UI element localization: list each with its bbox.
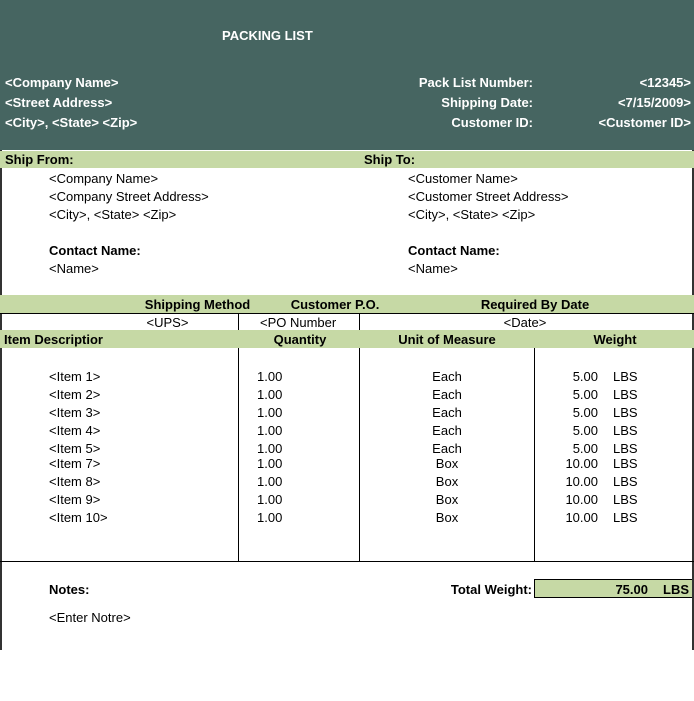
item-weight-unit: LBS <box>613 405 638 420</box>
item-weight: 10.00 <box>565 474 598 489</box>
shipping-date-value: <7/15/2009> <box>617 95 691 110</box>
ship-from-contact-value: <Name> <box>49 261 99 276</box>
item-weight: 5.00 <box>572 441 598 456</box>
item-weight-unit: LBS <box>613 456 638 471</box>
item-unit: Each <box>432 369 462 384</box>
item-quantity: 1.00 <box>257 492 283 507</box>
item-quantity: 1.00 <box>257 405 283 420</box>
item-description: <Item 4> <box>49 423 101 438</box>
items-divider-1 <box>238 348 239 561</box>
shipping-divider-1 <box>238 313 239 330</box>
item-description: <Item 2> <box>49 387 101 402</box>
customer-po-label: Customer P.O. <box>290 297 380 312</box>
shipping-divider-2 <box>359 313 360 330</box>
item-unit: Box <box>435 474 459 489</box>
item-quantity: 1.00 <box>257 441 283 456</box>
ship-from-company: <Company Name> <box>49 171 159 186</box>
col-unit-of-measure: Unit of Measure <box>398 332 496 347</box>
items-divider-3 <box>534 348 535 561</box>
item-description: <Item 8> <box>49 474 101 489</box>
required-by-date-label: Required By Date <box>480 297 590 312</box>
item-quantity: 1.00 <box>257 456 283 471</box>
item-weight-unit: LBS <box>613 492 638 507</box>
item-unit: Each <box>432 423 462 438</box>
col-weight: Weight <box>593 332 637 347</box>
pack-list-number-label: Pack List Number: <box>418 75 533 90</box>
col-quantity: Quantity <box>273 332 327 347</box>
item-weight-unit: LBS <box>613 474 638 489</box>
ship-to-label: Ship To: <box>364 152 416 167</box>
customer-po-value: <PO Number <box>260 315 337 330</box>
shipping-date-label: Shipping Date: <box>441 95 533 110</box>
item-weight: 5.00 <box>572 387 598 402</box>
item-quantity: 1.00 <box>257 387 283 402</box>
item-quantity: 1.00 <box>257 369 283 384</box>
item-unit: Box <box>435 510 459 525</box>
notes-value: <Enter Notre> <box>49 610 131 625</box>
item-unit: Each <box>432 405 462 420</box>
total-weight-unit: LBS <box>663 582 689 597</box>
city-state-zip: <City>, <State> <Zip> <box>5 115 138 130</box>
item-weight-unit: LBS <box>613 423 638 438</box>
items-divider-2 <box>359 348 360 561</box>
item-unit: Box <box>435 492 459 507</box>
shipping-method-label: Shipping Method <box>144 297 251 312</box>
ship-from-contact-label: Contact Name: <box>49 243 141 258</box>
item-weight: 10.00 <box>565 510 598 525</box>
item-weight: 5.00 <box>572 369 598 384</box>
items-bottom-line <box>0 561 694 562</box>
item-description: <Item 1> <box>49 369 101 384</box>
ship-to-contact-value: <Name> <box>408 261 458 276</box>
company-name: <Company Name> <box>5 75 119 90</box>
item-quantity: 1.00 <box>257 423 283 438</box>
total-weight-value: 75.00 <box>615 582 648 597</box>
item-weight-unit: LBS <box>613 369 638 384</box>
item-quantity: 1.00 <box>257 474 283 489</box>
notes-label: Notes: <box>49 582 90 597</box>
item-unit: Each <box>432 441 462 456</box>
item-weight: 5.00 <box>572 405 598 420</box>
item-weight: 10.00 <box>565 456 598 471</box>
item-quantity: 1.00 <box>257 510 283 525</box>
item-weight-unit: LBS <box>613 441 638 456</box>
item-weight: 10.00 <box>565 492 598 507</box>
item-weight: 5.00 <box>572 423 598 438</box>
item-unit: Box <box>435 456 459 471</box>
ship-from-street: <Company Street Address> <box>49 189 209 204</box>
street-address: <Street Address> <box>5 95 113 110</box>
ship-to-city: <City>, <State> <Zip> <box>408 207 536 222</box>
ship-band <box>0 151 694 168</box>
ship-to-company: <Customer Name> <box>408 171 518 186</box>
total-weight-label: Total Weight: <box>450 582 532 597</box>
item-description: <Item 5> <box>49 441 101 456</box>
ship-from-city: <City>, <State> <Zip> <box>49 207 177 222</box>
item-weight-unit: LBS <box>613 387 638 402</box>
item-unit: Each <box>432 387 462 402</box>
ship-from-label: Ship From: <box>5 152 74 167</box>
ship-to-street: <Customer Street Address> <box>408 189 569 204</box>
page-title: PACKING LIST <box>222 28 313 43</box>
item-weight-unit: LBS <box>613 510 638 525</box>
shipping-row-top-line <box>0 313 694 314</box>
ship-to-contact-label: Contact Name: <box>408 243 500 258</box>
shipping-method-value: <UPS> <box>146 315 189 330</box>
item-description: <Item 3> <box>49 405 101 420</box>
pack-list-number-value: <12345> <box>639 75 691 90</box>
col-item-description: Item Descriptior <box>4 332 103 347</box>
required-by-date-value: <Date> <box>503 315 547 330</box>
item-description: <Item 7> <box>49 456 101 471</box>
customer-id-value: <Customer ID> <box>598 115 691 130</box>
header-panel <box>0 0 694 150</box>
item-description: <Item 10> <box>49 510 108 525</box>
customer-id-label: Customer ID: <box>451 115 533 130</box>
item-description: <Item 9> <box>49 492 101 507</box>
